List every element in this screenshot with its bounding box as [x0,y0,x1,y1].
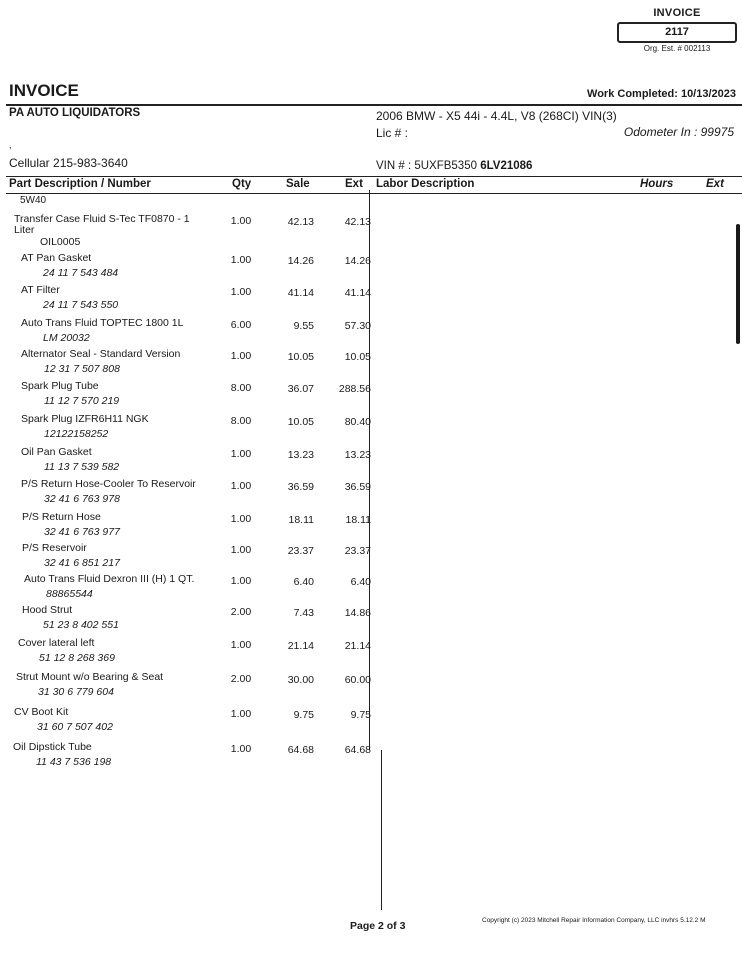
part-number: 12122158252 [44,428,109,440]
part-ext-price: 13.23 [344,449,371,461]
part-sale-price: 36.59 [287,481,314,493]
part-sale-price: 7.43 [293,607,314,619]
part-description: Auto Trans Fluid Dexron III (H) 1 QT. [24,573,195,585]
page-title: INVOICE [9,81,79,100]
part-description: Cover lateral left [18,637,95,649]
part-number: LM 20032 [43,332,90,344]
part-sale-price: 13.23 [287,449,314,461]
part-number: 11 13 7 539 582 [44,461,120,473]
part-sale-price: 23.37 [287,545,314,557]
vin-label: VIN # : 5UXFB5350 [376,160,481,172]
part-sale-price: 10.05 [287,351,314,363]
invoice-box-label: INVOICE [653,7,701,19]
part-number: 32 41 6 763 978 [44,493,120,505]
part-sale-price: 18.11 [288,514,314,526]
part-ext-price: 10.05 [344,351,371,363]
part-number: 12 31 7 507 808 [44,363,120,375]
header-divider [6,104,742,106]
parts-labor-divider-lower [381,750,382,910]
part-sale-price: 64.68 [287,744,314,756]
part-sale-price: 9.75 [293,709,314,721]
part-description: P/S Return Hose-Cooler To Reservoir [21,478,196,490]
part-ext-price: 23.37 [344,545,371,557]
shop-cellular: Cellular 215-983-3640 [9,156,128,170]
part-ext-price: 18.11 [345,514,371,526]
part-sale-price: 30.00 [287,674,314,686]
part-ext-price: 36.59 [344,481,371,493]
shop-name: PA AUTO LIQUIDATORS [9,107,141,119]
part-qty: 1.00 [230,544,252,556]
part-description-cont: Liter [14,224,35,236]
part-number: 24 11 7 543 550 [43,299,119,311]
part-qty: 1.00 [230,575,252,587]
part-ext-price: 64.68 [344,744,371,756]
part-description: Auto Trans Fluid TOPTEC 1800 1L [21,317,184,329]
col-header-part: Part Description / Number [9,178,151,190]
part-qty: 1.00 [230,254,252,266]
copyright-notice: Copyright (c) 2023 Mitchell Repair Information Company, LLC invhrs 5.12.2 M [482,917,706,924]
part-number: 11 12 7 570 219 [44,395,120,407]
part-description: P/S Reservoir [22,542,87,554]
part-description: Hood Strut [22,604,73,616]
part-qty: 8.00 [230,415,252,427]
col-header-ext: Ext [345,178,363,190]
part-number: 32 41 6 763 977 [44,526,120,538]
carry-over-line: 5W40 [20,195,47,206]
part-qty: 1.00 [230,215,252,227]
page-number: Page 2 of 3 [350,920,406,932]
part-sale-price: 9.55 [293,320,314,332]
part-qty: 8.00 [230,382,252,394]
part-ext-price: 57.30 [344,320,371,332]
part-description: Spark Plug Tube [21,380,99,392]
part-sale-price: 10.05 [287,416,314,428]
part-qty: 1.00 [230,513,252,525]
org-estimate-number: Org. Est. # 002113 [643,44,711,53]
col-header-labor: Labor Description [376,178,475,190]
part-number: 88865544 [46,588,93,600]
part-number: 24 11 7 543 484 [43,267,119,279]
part-ext-price: 60.00 [344,674,371,686]
part-sale-price: 41.14 [287,287,314,299]
part-ext-price: 80.40 [344,416,371,428]
license-number: Lic # : [376,126,409,140]
part-number: 11 43 7 536 198 [36,756,112,768]
part-sale-price: 21.14 [287,640,314,652]
part-description: CV Boot Kit [14,706,69,718]
part-ext-price: 42.13 [344,216,371,228]
part-ext-price: 14.26 [344,255,371,267]
part-number: 31 60 7 507 402 [37,721,113,733]
col-header-sale: Sale [286,178,310,190]
part-description: Spark Plug IZFR6H11 NGK [21,413,149,425]
address-mark: , [9,140,12,150]
part-number: 51 23 8 402 551 [43,619,119,631]
part-number: OIL0005 [40,236,81,248]
part-description: P/S Return Hose [22,511,101,523]
part-number: 51 12 8 268 369 [39,652,115,664]
part-ext-price: 21.14 [344,640,371,652]
part-qty: 6.00 [230,319,252,331]
part-description: Oil Dipstick Tube [13,741,92,753]
part-description: Transfer Case Fluid S-Tec TF0870 - 1 [14,213,190,225]
scan-edge-mark [736,224,740,344]
work-completed-date: Work Completed: 10/13/2023 [587,88,736,100]
part-qty: 1.00 [230,480,252,492]
part-ext-price: 9.75 [350,709,371,721]
part-ext-price: 14.86 [344,607,371,619]
col-header-labor-ext: Ext [706,178,724,190]
part-ext-price: 41.14 [344,287,371,299]
col-header-qty: Qty [232,178,252,190]
invoice-number: 2117 [617,22,737,43]
vin-number [376,160,532,172]
part-ext-price: 288.56 [338,383,371,395]
part-qty: 1.00 [230,708,252,720]
part-sale-price: 36.07 [287,383,314,395]
part-description: AT Pan Gasket [21,252,92,264]
part-number: 32 41 6 851 217 [44,557,120,569]
column-header-bottom-rule [6,193,742,194]
part-qty: 2.00 [230,606,252,618]
part-number: 31 30 6 779 604 [38,686,114,698]
vehicle-description: 2006 BMW - X5 44i - 4.4L, V8 (268CI) VIN(3) [376,109,617,123]
part-qty: 1.00 [230,448,252,460]
part-sale-price: 42.13 [287,216,314,228]
col-header-hours: Hours [640,178,674,190]
part-ext-price: 6.40 [350,576,371,588]
part-description: Oil Pan Gasket [21,446,92,458]
part-description: AT Filter [21,284,60,296]
parts-labor-divider [369,190,370,750]
odometer-reading: Odometer In : 99975 [623,125,734,139]
part-sale-price: 14.26 [287,255,314,267]
part-qty: 1.00 [230,286,252,298]
column-header-top-rule [6,176,742,177]
part-qty: 1.00 [230,743,252,755]
part-qty: 2.00 [230,673,252,685]
part-qty: 1.00 [230,350,252,362]
part-description: Strut Mount w/o Bearing & Seat [16,671,164,683]
part-sale-price: 6.40 [293,576,314,588]
vin-suffix: 6LV21086 [480,160,533,172]
part-description: Alternator Seal - Standard Version [21,348,181,360]
part-qty: 1.00 [230,639,252,651]
